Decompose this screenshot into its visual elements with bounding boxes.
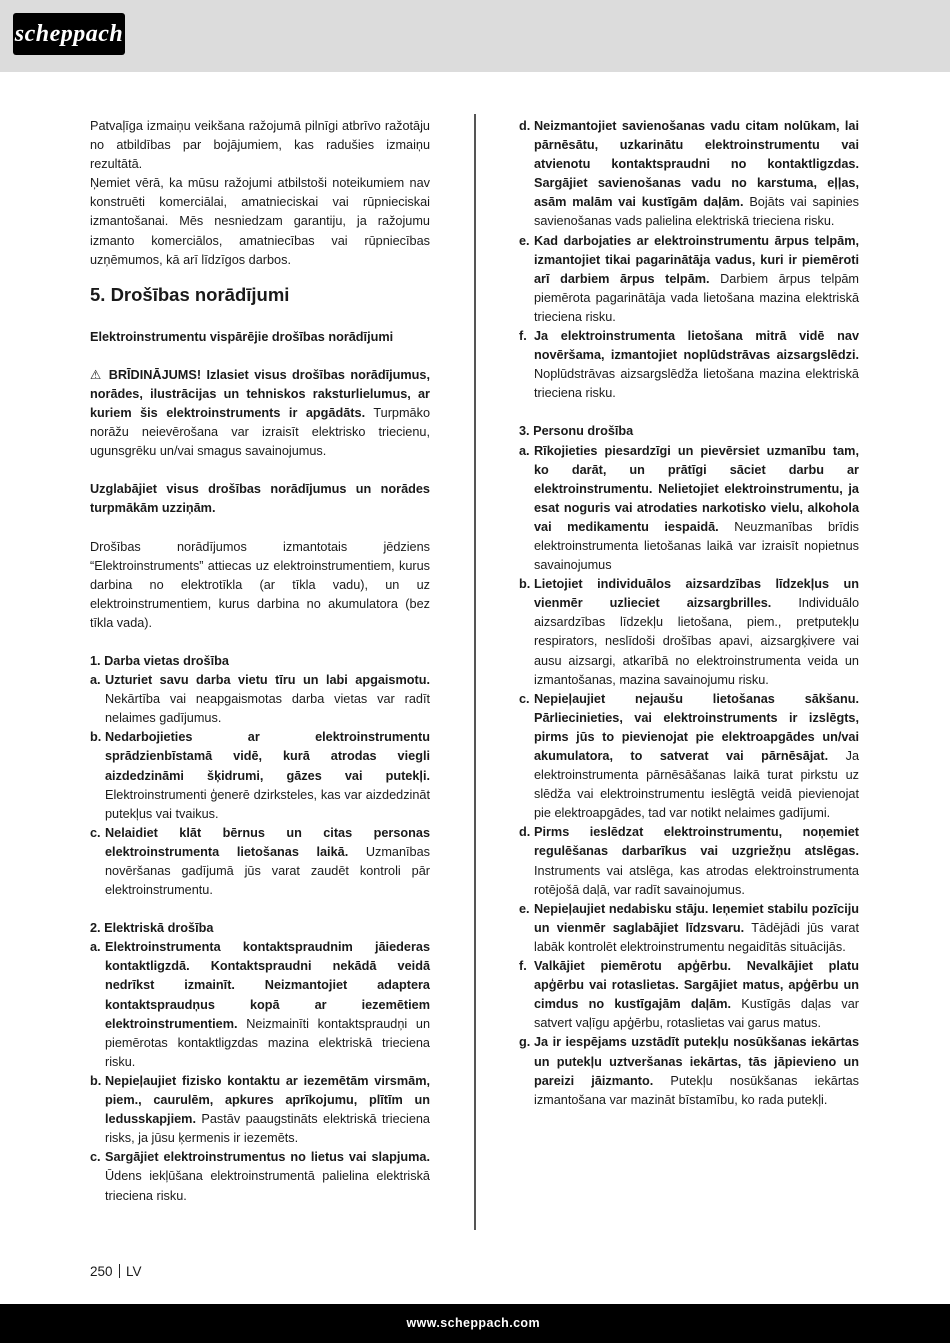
list-item: a. Uzturiet savu darba vietu tīru un labi apgaismotu. Nekārtība vai neapgaismotas darba vietas var radīt nelaimes gadījumus. (90, 673, 430, 726)
list-item: e. Kad darbojaties ar elektroinstrumentu ārpus telpām, izmantojiet tikai pagarinātāja vadus, kuri ir piemēroti arī darbiem ārpus telpām. Darbiem ārpus telpām piemērota pagarinātāja vada lietošana mazina elektriskā trieciena risku. (519, 233, 860, 324)
definition-paragraph: Drošības norādījumos izmantotais jēdziens “Elektroinstruments” attiecas uz elektroinstrumentiem, kurus darbina no elektrotīkla (ar tīkla vadu), un uz elektroinstrumentiem, kurus darbina no akumulatora (bez tīkla vada). (90, 539, 430, 630)
list-item: g. Ja ir iespējams uzstādīt putekļu nosūkšanas iekārtas un putekļu uztveršanas iekārtas, tās jāpievieno un pareizi jāizmanto. Putekļu nosūkšanas iekārtas izmantošana var mazināt bīstamību, ko rada putekļi. (519, 1035, 859, 1107)
page-number (90, 1264, 142, 1279)
intro-paragraph-1: Patvaļīga izmaiņu veikšana ražojumā pilnīgi atbrīvo ražotāju no atbildības par bojājumiem, kas radušies izmaiņu rezultātā. (90, 119, 430, 172)
electrical-title: 2. Elektriskā drošība (90, 921, 214, 936)
section-title: 5. Drošības norādījumi (90, 283, 290, 305)
column-divider (474, 114, 476, 1230)
warning-text: Turpmāko norāžu neievērošana var izraisīt elektrisko triecienu, ugunsgrēku un/vai smagus savainojumus. (90, 406, 431, 459)
footer-separator (119, 1264, 121, 1278)
list-item: e. Nepieļaujiet nedabisku stāju. Ieņemiet stabilu pozīciju un vienmēr saglabājiet līdzsvaru. Tādējādi jūs varat labāk kontrolēt elektroinstrumentu negaidītās situācijās. (519, 901, 859, 954)
personal-title: 3. Personu drošība (519, 424, 634, 439)
work-area-title: 1. Darba vietas drošība (90, 653, 229, 668)
page-number-value: 250 (90, 1264, 113, 1279)
list-item: d. Pirms ieslēdzat elektroinstrumentu, noņemiet regulēšanas darbarīkus vai uzgriežņu atslēgas. Instruments vai atslēga, kas atrodas elektroinstrumenta rotējošā daļā, var radīt savainojumus. (519, 825, 859, 897)
list-item: d. Neizmantojiet savienošanas vadu citam nolūkam, lai pārnēsātu, uzkarinātu elektroinstrumentu vai atvienotu kontaktspraudni no kontaktligzdas. Sargājiet savienošanas vadu no karstuma, eļļas, asām malām vai kustīgām daļām. Bojāts vai sapinies savienošanas vads palielina elektriskā trieciena risku. (519, 119, 860, 229)
list-item: f. Ja elektroinstrumenta lietošana mitrā vidē nav novēršama, izmantojiet noplūdstrāvas aizsargslēdzi. Noplūdstrāvas aizsargslēdža lietošana mazina elektriskā trieciena risku. (519, 329, 859, 401)
left-column (90, 117, 430, 1206)
list-item: c. Nepieļaujiet nejaušu lietošanas sākšanu. Pārliecinieties, vai elektroinstruments ir izslēgts, pirms jūs to pievienojat pie elektroapgādes un/vai akumulatora, to satverat vai pārnēsājat. Ja elektroinstrumenta pārnēsāšanas laikā turat pirkstu uz slēdža vai elektroinstrumentu ieslēgtā veidā pievienojat pie elektroapgādes, tad var notikt nelaimes gadījumi. (519, 691, 859, 821)
footer-url[interactable]: www.scheppach.com (406, 1316, 540, 1330)
list-item: b. Nedarbojieties ar elektroinstrumentu sprādzienbīstamā vidē, kurā atrodas viegli aizdedzināmi šķidrumi, gāzes vai putekļi. Elektroinstrumenti ģenerē dzirksteles, kas var aizdedzināt putekļus vai tvaikus. (90, 730, 430, 821)
warning-icon: ⚠ (90, 367, 104, 382)
list-item: b. Nepieļaujiet fizisko kontaktu ar iezemētām virsmām, piem., caurulēm, apkures aprīkojumu, plītīm un ledusskapjiem. Pastāv paaugstināts elektriskā trieciena risks, ja jūsu ķermenis ir iezemēts. (90, 1073, 430, 1146)
page-footer (0, 1304, 950, 1343)
scheppach-logo: scheppach (13, 13, 125, 55)
warning-bold: BRĪDINĀJUMS! Izlasiet visus drošības norādījumus, norādes, ilustrācijas un tehniskos raksturlielumus, ar kuriem šis elektroinstruments ir apgādāts. (90, 367, 431, 421)
list-item: c. Nelaidiet klāt bērnus un citas personas elektroinstrumenta lietošanas laikā. Uzmanības novēršanas gadījumā jūs varat zaudēt kontroli pār elektroinstrumentu. (90, 825, 430, 898)
intro-paragraph-2: Ņemiet vērā, ka mūsu ražojumi atbilstoši noteikumiem nav konstruēti komerciālai, amatnieciskai vai rūpnieciskai izmantošanai. Mēs nesniedzam garantiju, ja ražojumu izmanto komerciālos, amatniecības vai rūpniecības uzņēmumos, kā arī līdzīgos darbos. (90, 176, 430, 267)
right-column (519, 117, 859, 1110)
page-header (0, 0, 950, 72)
section-subtitle: Elektroinstrumentu vispārējie drošības norādījumi (90, 329, 394, 344)
page-language: LV (126, 1264, 142, 1279)
warning-paragraph (90, 366, 430, 461)
list-item: f. Valkājiet piemērotu apģērbu. Nevalkājiet platu apģērbu vai rotaslietas. Sargājiet matus, apģērbu un cimdus no kustīgajām daļām. Kustīgās daļas var satvert vaļīgu apģērbu, rotaslietas vai garus matus. (519, 959, 859, 1031)
list-item: b. Lietojiet individuālos aizsardzības līdzekļus un vienmēr uzlieciet aizsargbrilles. Individuālo aizsardzības līdzekļu lietošana, piem., pretputekļu respirators, neslīdoši drošības apavi, aizsargķivere vai ausu aizsargi, atkarībā no elektroinstrumenta veida un izmantošanas, mazina savainojumu risku. (519, 577, 859, 687)
keep-note: Uzglabājiet visus drošības norādījumus un norādes turpmākām uzziņām. (90, 482, 430, 516)
list-item: c. Sargājiet elektroinstrumentus no lietus vai slapjuma. Ūdens iekļūšana elektroinstrumentā palielina elektriskā trieciena risku. (90, 1150, 430, 1203)
list-item: a. Elektroinstrumenta kontaktspraudnim jāiederas kontaktligzdā. Kontaktspraudni nekādā veidā nedrīkst izmainīt. Neizmantojiet adaptera kontaktspraudņus kopā ar iezemētiem elektroinstrumentiem. Neizmainīti kontaktspraudņi un piemērotas kontaktligzdas mazina elektriskā trieciena risku. (90, 940, 430, 1069)
list-item: a. Rīkojieties piesardzīgi un pievērsiet uzmanību tam, ko darāt, un prātīgi sāciet darbu ar elektroinstrumentu. Nelietojiet elektroinstrumentu, ja esat noguris vai atrodaties narkotisko vielu, alkohola vai medikamentu iespaidā. Neuzmanības brīdis elektroinstrumenta lietošanas laikā var izraisīt nopietnus savainojumus (519, 443, 860, 573)
